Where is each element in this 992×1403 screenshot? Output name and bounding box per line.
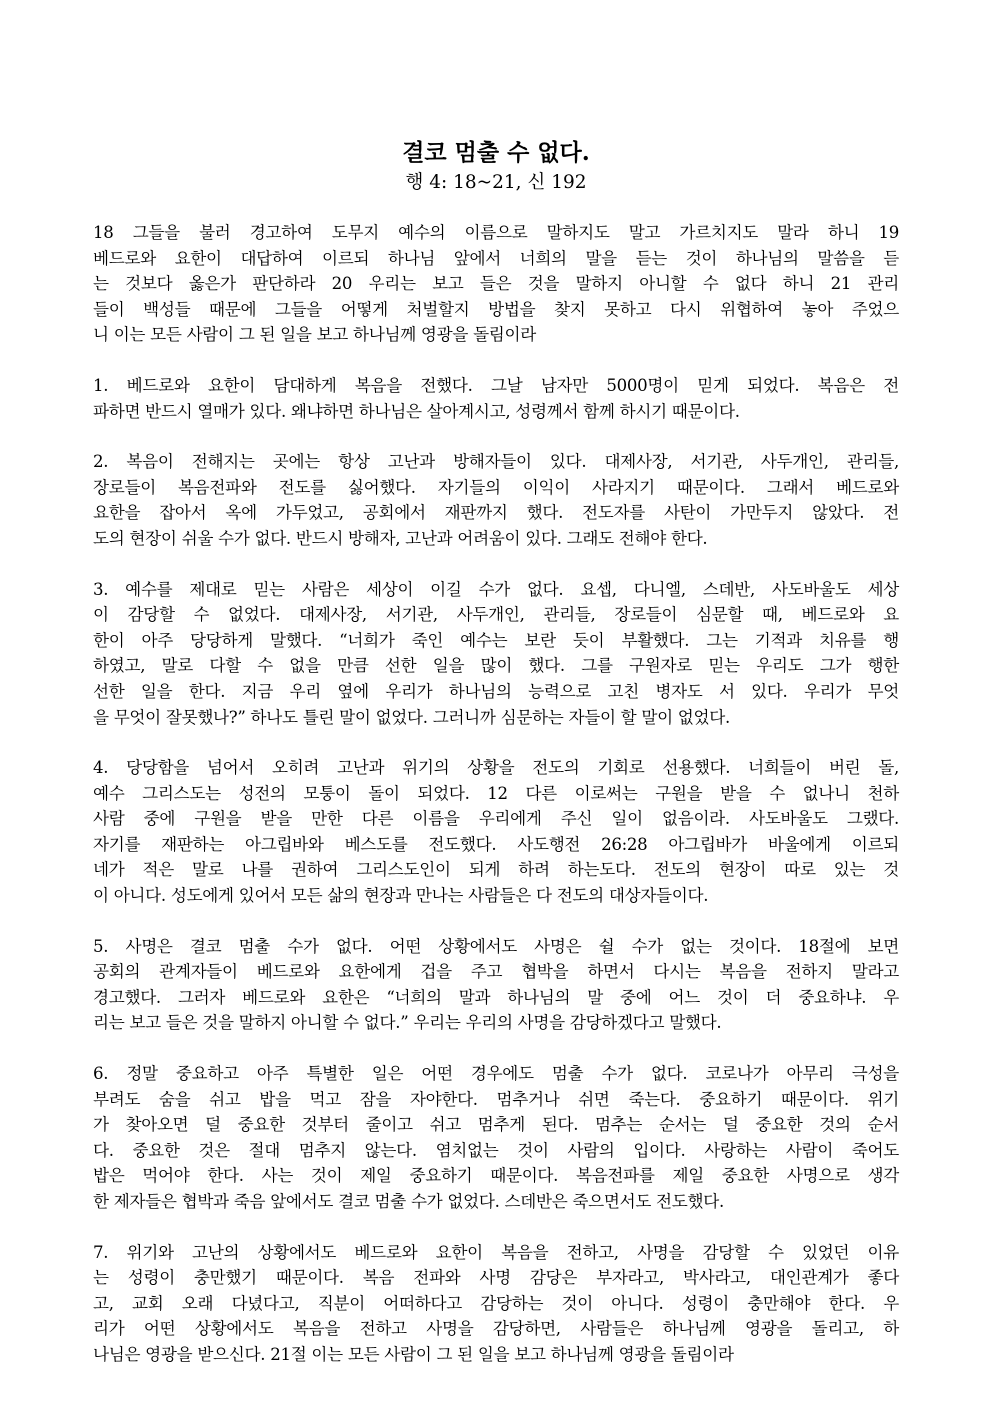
scripture-reference: 행 4: 18~21, 신 192 (405, 172, 587, 193)
text-line: 자기를 재판하는 아그립바와 베스도를 전도했다. 사도행전 26:28 아그립바가 바울에게 이르되 (93, 834, 899, 854)
sermon-point-3 (93, 577, 899, 731)
text-line: 사람 중에 구원을 받을 만한 다른 이름을 우리에게 주신 일이 없음이라. 사도바울도 그랬다. (93, 809, 899, 829)
text-line: 18 그들을 불러 경고하여 도무지 예수의 이름으로 말하지도 말고 가르치지도 말라 하니 19 (93, 223, 899, 242)
text-line: 가 찾아오면 덜 중요한 것부터 줄이고 쉬고 멈추게 된다. 멈추는 순서는 덜 중요한 것의 순서 (93, 1115, 899, 1135)
text-line: 이 감당할 수 없었다. 대제사장, 서기관, 사두개인, 관리들, 장로들이 심문할 때, 베드로와 요 (93, 605, 899, 625)
text-line: 선한 일을 한다. 지금 우리 옆에 우리가 하나님의 능력으로 고친 병자도 서 있다. 우리가 무엇 (93, 681, 899, 701)
text-line: 을 무엇이 잘못했나?” 하나도 틀린 말이 없었다. 그러니까 심문하는 자들이 할 말이 없었다. (93, 707, 730, 727)
text-line: 공회의 관계자들이 베드로와 요한에게 겁을 주고 협박을 하면서 다시는 복음을 전하지 말라고 (93, 962, 899, 982)
text-line: 밥은 먹어야 한다. 사는 것이 제일 중요하기 때문이다. 복음전파를 제일 중요한 사명으로 생각 (93, 1166, 899, 1186)
text-line: 나님은 영광을 받으신다. 21절 이는 모든 사람이 그 된 일을 보고 하나님께 영광을 돌림이라 (93, 1344, 734, 1364)
text-line: 리가 어떤 상황에서도 복음을 전하고 사명을 감당하면, 사람들은 하나님께 영광을 돌리고, 하 (93, 1319, 899, 1339)
text-line: 1. 베드로와 요한이 담대하게 복음을 전했다. 그날 남자만 5000명이 믿게 되었다. 복음은 전 (93, 375, 899, 395)
text-line: 파하면 반드시 열매가 있다. 왜냐하면 하나님은 살아계시고, 성령께서 함께 하시기 때문이다. (93, 401, 740, 421)
text-line: 2. 복음이 전해지는 곳에는 항상 고난과 방해자들이 있다. 대제사장, 서기관, 사두개인, 관리들, (93, 452, 899, 472)
scripture-passage (93, 220, 899, 348)
sermon-point-2 (93, 449, 899, 551)
text-line: 도의 현장이 쉬울 수가 없다. 반드시 방해자, 고난과 어려움이 있다. 그래도 전해야 한다. (93, 528, 708, 548)
text-line: 베드로와 요한이 대답하여 이르되 하나님 앞에서 너희의 말을 듣는 것이 하나님의 말씀을 듣 (93, 248, 899, 268)
text-line: 니 이는 모든 사람이 그 된 일을 보고 하나님께 영광을 돌림이라 (93, 325, 536, 345)
text-line: 4. 당당함을 넘어서 오히려 고난과 위기의 상황을 전도의 기회로 선용했다. 너희들이 버린 돌, (93, 758, 899, 778)
text-line: 5. 사명은 결코 멈출 수가 없다. 어떤 상황에서도 사명은 쉴 수가 없는 것이다. 18절에 보면 (93, 936, 899, 956)
text-line: 고, 교회 오래 다녔다고, 직분이 어떠하다고 감당하는 것이 아니다. 성령이 충만해야 한다. 우 (93, 1293, 899, 1313)
text-line: 하였고, 말로 다할 수 없을 만큼 선한 일을 많이 했다. 그를 구원자로 믿는 우리도 그가 행한 (93, 656, 899, 676)
text-line: 부려도 숨을 쉬고 밥을 먹고 잠을 자야한다. 멈추거나 쉬면 죽는다. 중요하기 때문이다. 위기 (93, 1089, 899, 1109)
sermon-point-7 (93, 1240, 899, 1368)
text-line: 3. 예수를 제대로 믿는 사람은 세상이 이길 수가 없다. 요셉, 다니엘, 스데반, 사도바울도 세상 (93, 579, 899, 599)
text-line: 리는 보고 들은 것을 말하지 아니할 수 없다.” 우리는 우리의 사명을 감당하겠다고 말했다. (93, 1013, 722, 1033)
text-line: 한이 아주 당당하게 말했다. “너희가 죽인 예수는 보란 듯이 부활했다. 그는 기적과 치유를 행 (93, 630, 899, 650)
text-line: 예수 그리스도는 성전의 모퉁이 돌이 되었다. 12 다른 이로써는 구원을 받을 수 없나니 천하 (93, 783, 899, 803)
text-line: 6. 정말 중요하고 아주 특별한 일은 어떤 경우에도 멈출 수가 없다. 코로나가 아무리 극성을 (93, 1064, 899, 1084)
text-line: 들이 백성들 때문에 그들을 어떻게 처벌할지 방법을 찾지 못하고 다시 위협하여 놓아 주었으 (93, 299, 899, 319)
document-page (93, 138, 899, 1393)
text-line: 는 성령이 충만했기 때문이다. 복음 전파와 사명 감당은 부자라고, 박사라고, 대인관계가 좋다 (93, 1268, 899, 1288)
text-line: 한 제자들은 협박과 죽음 앞에서도 결코 멈출 수가 없었다. 스데반은 죽으면서도 전도했다. (93, 1192, 724, 1211)
text-line: 장로들이 복음전파와 전도를 싫어했다. 자기들의 이익이 사라지기 때문이다. 그래서 베드로와 (93, 477, 899, 497)
sermon-point-5 (93, 934, 899, 1036)
text-line: 이 아니다. 성도에게 있어서 모든 삶의 현장과 만나는 사람들은 다 전도의 대상자들이다. (93, 886, 709, 906)
text-line: 다. 중요한 것은 절대 멈추지 않는다. 염치없는 것이 사람의 입이다. 사랑하는 사람이 죽어도 (93, 1140, 899, 1160)
text-line: 요한을 잡아서 옥에 가두었고, 공회에서 재판까지 했다. 전도자를 사탄이 가만두지 않았다. 전 (93, 503, 899, 523)
sermon-point-4 (93, 755, 899, 909)
document-body (93, 220, 899, 1368)
sermon-point-1 (93, 373, 899, 424)
document-title: 결코 멈출 수 없다. (402, 139, 590, 166)
text-line: 7. 위기와 고난의 상황에서도 베드로와 요한이 복음을 전하고, 사명을 감당할 수 있었던 이유 (93, 1242, 899, 1262)
text-line: 경고했다. 그러자 베드로와 요한은 “너희의 말과 하나님의 말 중에 어느 것이 더 중요하냐. 우 (93, 987, 899, 1007)
text-line: 네가 적은 말로 나를 권하여 그리스도인이 되게 하려 하는도다. 전도의 현장이 따로 있는 것 (93, 860, 899, 880)
text-line: 는 것보다 옳은가 판단하라 20 우리는 보고 들은 것을 말하지 아니할 수 없다 하니 21 관리 (93, 274, 899, 294)
sermon-point-6 (93, 1061, 899, 1215)
